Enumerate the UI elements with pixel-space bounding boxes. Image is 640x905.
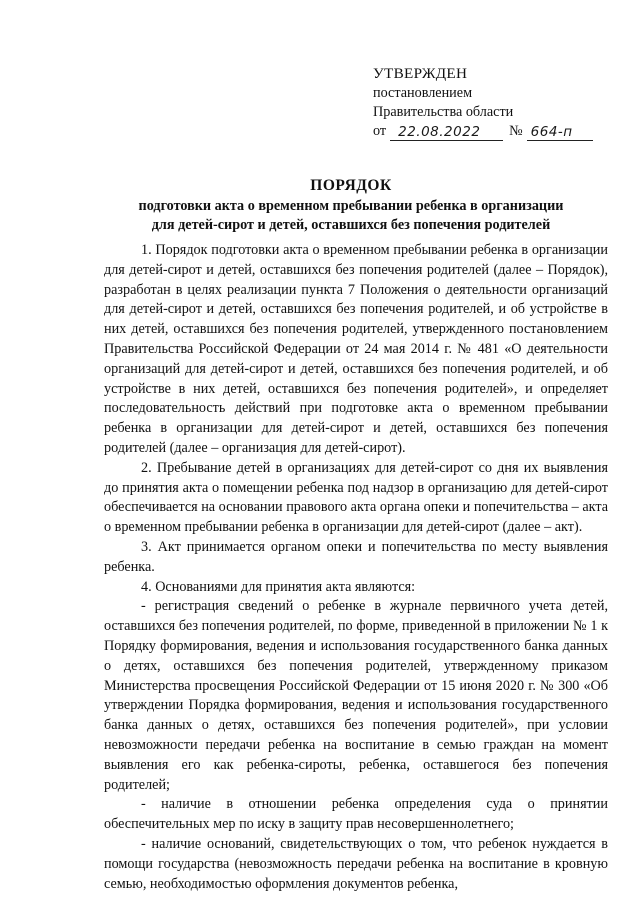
handwritten-date: 22.08.2022 — [390, 124, 503, 141]
list-item-journal-registration: - регистрация сведений о ребенке в журнале первичного учета детей, оставшихся без попечения родителей, по форме, приведенной в приложении № 1 к Порядку формирования, ведения и использования государственного банка данных о детях, оставшихся без попечения родителей, утвержденному приказом Министерства просвещения Российской Федерации от 15 июня 2020 г. № 300 «Об утверждении Порядка формирования, ведения и использования государственного банка данных о детях, оставшихся без попечения родителей», при условии невозможности передачи ребенка на воспитание в семью граждан на момент выявления его как ребенка-сироты, ребенка, оставшегося без попечения родителей; — [104, 598, 608, 793]
number-label: № — [509, 123, 523, 139]
document-subtitle-line-2: для детей-сирот и детей, оставшихся без попечения родителей — [151, 217, 551, 233]
approval-line-government: Правительства области — [373, 104, 514, 120]
approval-stamp — [373, 64, 613, 141]
paragraph-4: 4. Основаниями для принятия акта являются: — [141, 578, 416, 595]
list-item-state-assistance: - наличие оснований, свидетельствующих о том, что ребенок нуждается в помощи государства (невозможность передачи ребенка на воспитание в кровную семью, необходимостью оформления документов ребенка, — [104, 835, 608, 892]
document-body — [104, 241, 608, 894]
paragraph-3: 3. Акт принимается органом опеки и попечительства по месту выявления ребенка. — [104, 538, 608, 575]
list-item-court-ruling: - наличие в отношении ребенка определения суда о принятии обеспечительных мер по иску в защиту прав несовершеннолетнего; — [104, 796, 608, 833]
document-subtitle-line-1: подготовки акта о временном пребывании ребенка в организации — [138, 198, 564, 214]
paragraph-1: 1. Порядок подготовки акта о временном пребывании ребенка в организации для детей-сирот и детей, оставшихся без попечения родителей (далее – Порядок), разработан в целях реализации пункта 7 Положения о деятельности организаций для детей-сирот и детей, оставшихся без попечения родителей, и об устройстве в них детей, оставшихся без попечения родителей, утвержденного постановлением Правительства Российской Федерации от 24 мая 2014 г. № 481 «О деятельности организаций для детей-сирот и детей, оставшихся без попечения родителей, и об устройстве в них детей, оставшихся без попечения родителей», и определяет последовательность действий при подготовке акта о временном пребывании ребенка в организации для детей-сирот и детей, оставшихся без попечения родителей (далее – организация для детей-сирот). — [104, 242, 608, 456]
approval-line-resolution: постановлением — [373, 85, 473, 101]
approval-title: УТВЕРЖДЕН — [373, 65, 468, 82]
document-heading — [60, 176, 640, 235]
from-label: от — [373, 123, 387, 139]
document-title: ПОРЯДОК — [310, 177, 392, 194]
handwritten-number: 664-п — [527, 124, 593, 141]
paragraph-2: 2. Пребывание детей в организациях для детей-сирот со дня их выявления до принятия акта о помещении ребенка под надзор в организацию для детей-сирот обеспечивается на основании правового акта органа опеки и попечительства – акта о временном пребывании ребенка в организации для детей-сирот (далее – акт). — [104, 459, 608, 536]
approval-date-number-line — [373, 122, 613, 141]
